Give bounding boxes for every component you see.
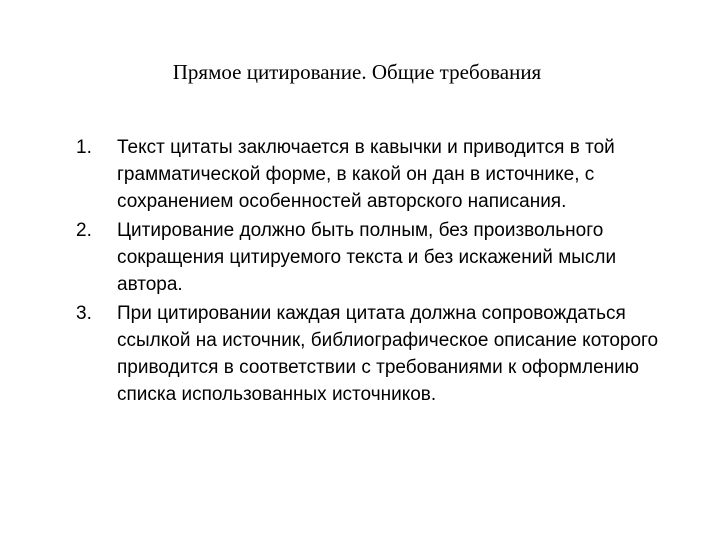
item-number: 3. <box>76 303 92 324</box>
requirement-item-2 <box>72 217 676 298</box>
item-text: При цитировании каждая цитата должна сопровождаться ссылкой на источник, библиографическое описание которого приводится в соответствии с требованиями к оформлению списка использованных источников. <box>117 303 659 405</box>
item-number: 2. <box>76 220 92 241</box>
item-text: Текст цитаты заключается в кавычки и приводится в той грамматической форме, в какой он дан в источнике, с сохранением особенностей авторского написания. <box>117 137 615 212</box>
item-text: Цитирование должно быть полным, без произвольного сокращения цитируемого текста и без искажений мысли автора. <box>117 220 617 295</box>
requirement-item-1 <box>72 134 676 215</box>
slide-title: Прямое цитирование. Общие требования <box>172 60 542 84</box>
requirement-item-3 <box>72 300 676 408</box>
requirements-list <box>72 134 676 410</box>
item-number: 1. <box>76 137 92 158</box>
